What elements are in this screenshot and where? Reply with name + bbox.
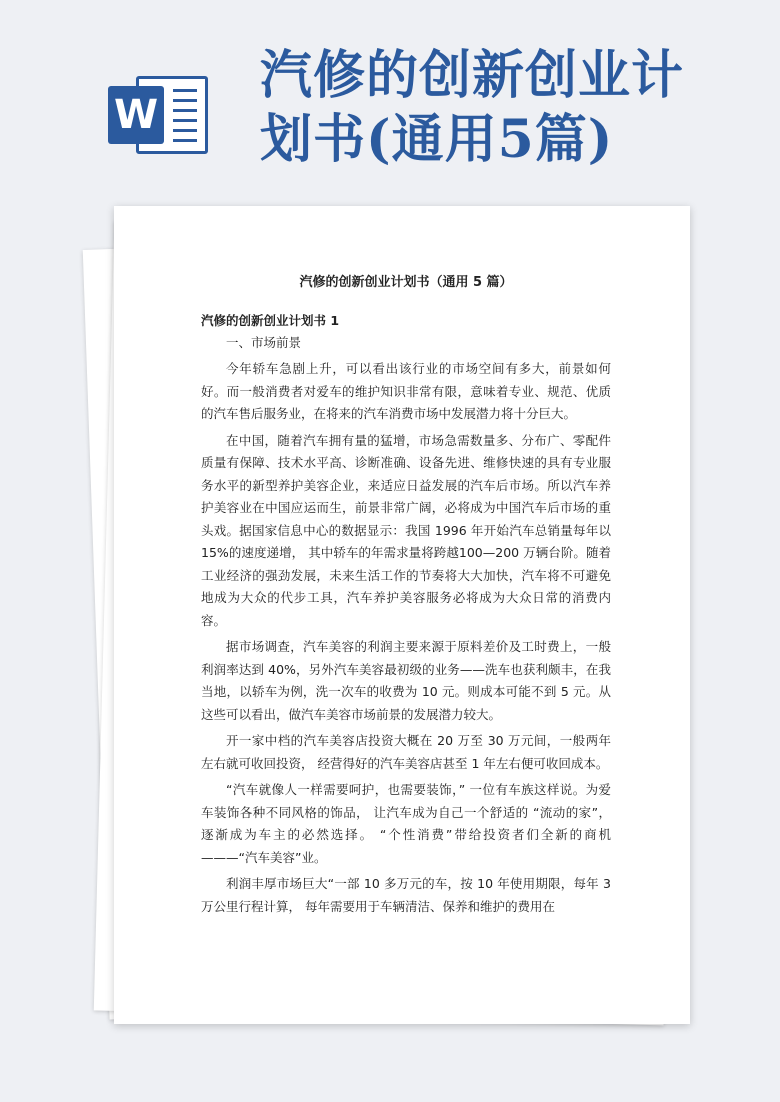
page-title-line-1: 汽修的创新创业计 — [260, 45, 685, 106]
word-badge: W — [108, 86, 164, 144]
paragraph: 开一家中档的汽车美容店投资大概在 20 万至 30 万元间，一般两年左右就可收回投资， 经营得好的汽车美容店甚至 1 年左右便可收回成本。 — [201, 733, 611, 771]
page-title — [260, 44, 760, 172]
page-title-line-2: 划书(通用5篇) — [260, 109, 614, 170]
document-content — [201, 272, 611, 918]
paragraph: 在中国，随着汽车拥有量的猛增，市场急需数量多、分布广、零配件质量有保障、技术水平高、诊断准确、设备先进、维修快速的具有专业服务水平的新型养护美容企业，来适应日益发展的汽车后市场。所以汽车养护美容业在中国应运而生，前景非常广阔，必将成为中国汽车后市场的重头戏。据国家信息中心的数据显示：我国 1996 年开始汽车总销量每年以 15%的速度递增， 其中轿车的年需求量将跨越100—200 万辆台阶。随着工业经济的强劲发展，未来生活工作的节奏将大大加快，汽车将不可避免地成为大众的代步工具，汽车养护美容服务必将成为大众日常的消费内容。 — [201, 432, 611, 628]
word-icon — [108, 64, 212, 160]
paragraph: 今年轿车急剧上升，可以看出该行业的市场空间有多大，前景如何好。而一般消费者对爱车的维护知识非常有限，意味着专业、规范、优质的汽车售后服务业，在将来的汽车消费市场中发展潜力将十分巨大。 — [201, 361, 611, 421]
header — [0, 0, 780, 200]
section-heading: 一、市场前景 — [226, 335, 302, 350]
paragraph: “汽车就像人一样需要呵护，也需要装饰，” 一位有车族这样说。为爱车装饰各种不同风格的饰品， 让汽车成为自己一个舒适的 “流动的家”， 逐渐成为车主的必然选择。 “个性消费”带给投资者们全新的商机———“汽车美容”业。 — [201, 782, 611, 865]
paragraph: 据市场调查，汽车美容的利润主要来源于原料差价及工时费上，一般利润率达到 40%，另外汽车美容最初级的业务——洗车也获利颇丰，在我当地，以轿车为例，洗一次车的收费为 10 元。则成本可能不到 5 元。从这些可以看出，做汽车美容市场前景的发展潜力较大。 — [201, 639, 611, 722]
document-title: 汽修的创新创业计划书（通用 5 篇） — [299, 275, 513, 290]
paragraph: 利润丰厚市场巨大“一部 10 多万元的车，按 10 年使用期限，每年 3 万公里行程计算， 每年需要用于车辆清洁、保养和维护的费用在 — [201, 876, 611, 914]
document-subtitle: 汽修的创新创业计划书 1 — [201, 313, 340, 328]
document-page — [114, 206, 690, 1024]
